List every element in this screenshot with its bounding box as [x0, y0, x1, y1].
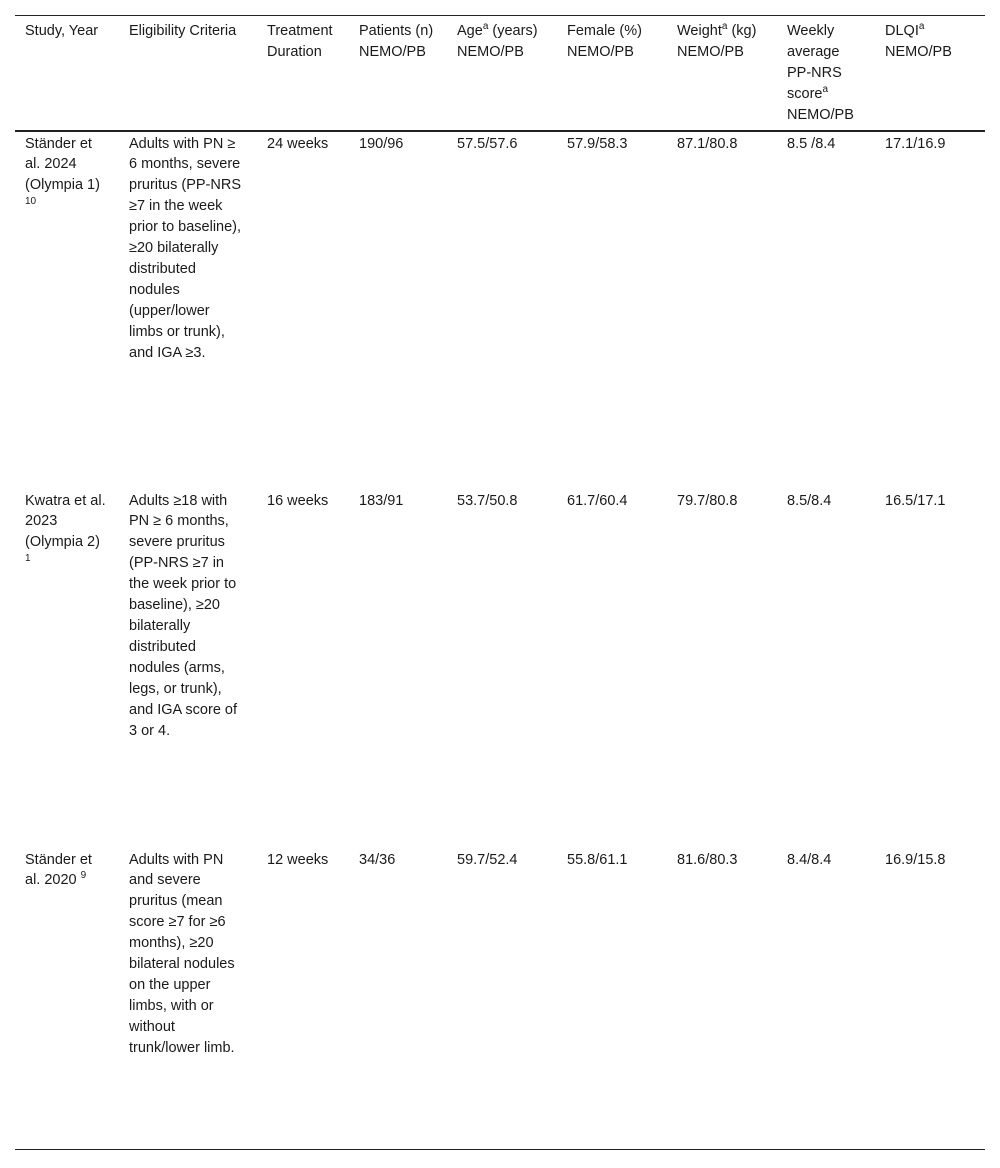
header-duration: Treatment Duration — [267, 23, 333, 60]
cell-study: Ständer et al. 2020 $^9$ — [25, 851, 92, 889]
cell-age: 53.7/50.8 — [457, 492, 518, 509]
cell-eligibility: Adults with PN and severe pruritus (mean score ≥7 for ≥6 months), ≥20 bilateral nodules on the upper limbs, with or without trunk/lower limb. — [129, 851, 235, 1056]
cell-duration: 24 weeks — [267, 135, 329, 152]
cell-duration: 16 weeks — [267, 492, 329, 509]
table-row — [15, 489, 985, 848]
reference-superscript: 10 — [25, 196, 37, 208]
header-age: Age$^a$ (years) NEMO/PB — [457, 21, 538, 60]
cell-study: Kwatra et al. 2023 (Olympia 2) $^1$ — [25, 492, 106, 565]
header-weight: Weight$^a$ (kg) NEMO/PB — [677, 21, 757, 60]
cell-female: 55.8/61.1 — [567, 851, 628, 868]
header-row — [15, 16, 985, 131]
cell-age: 57.5/57.6 — [457, 135, 518, 152]
table-row — [15, 131, 985, 489]
cell-ppnrs: 8.5/8.4 — [787, 492, 832, 509]
reference-superscript: 1 — [25, 553, 31, 565]
header-ppnrs: Weekly average PP-NRS score$^a$ NEMO/PB — [787, 23, 854, 123]
cell-ppnrs: 8.4/8.4 — [787, 851, 832, 868]
header-female: Female (%) NEMO/PB — [567, 23, 642, 60]
cell-dlqi: 16.9/15.8 — [885, 851, 946, 868]
cell-female: 57.9/58.3 — [567, 135, 628, 152]
cell-weight: 81.6/80.3 — [677, 851, 738, 868]
cell-age: 59.7/52.4 — [457, 851, 518, 868]
cell-female: 61.7/60.4 — [567, 492, 628, 509]
table-row — [15, 848, 985, 1150]
cell-eligibility: Adults ≥18 with PN ≥ 6 months, severe pruritus (PP-NRS ≥7 in the week prior to baseline), ≥20 bilaterally distributed nodules (arms, legs, or trunk), and IGA score of 3 or 4. — [129, 492, 238, 739]
cell-weight: 79.7/80.8 — [677, 492, 738, 509]
reference-superscript: 9 — [80, 870, 87, 882]
cell-dlqi: 16.5/17.1 — [885, 492, 946, 509]
cell-eligibility: Adults with PN ≥ 6 months, severe pruritus (PP-NRS ≥7 in the week prior to baseline), ≥20 bilaterally distributed nodules (upper/lower limbs or trunk), and IGA ≥3. — [129, 135, 242, 361]
header-patients: Patients (n) NEMO/PB — [359, 23, 434, 60]
header-dlqi: DLQI$^a$ NEMO/PB — [885, 21, 952, 60]
cell-weight: 87.1/80.8 — [677, 135, 738, 152]
cell-patients: 34/36 — [359, 851, 396, 868]
cell-duration: 12 weeks — [267, 851, 329, 868]
cell-ppnrs: 8.5 /8.4 — [787, 135, 836, 152]
header-eligibility: Eligibility Criteria — [129, 23, 237, 39]
header-study: Study, Year — [25, 23, 99, 39]
cell-dlqi: 17.1/16.9 — [885, 135, 946, 152]
cell-patients: 183/91 — [359, 492, 404, 509]
cell-study: Ständer et al. 2024 (Olympia 1) $^{10}$ — [25, 135, 100, 208]
study-characteristics-table — [15, 15, 985, 1150]
cell-patients: 190/96 — [359, 135, 404, 152]
